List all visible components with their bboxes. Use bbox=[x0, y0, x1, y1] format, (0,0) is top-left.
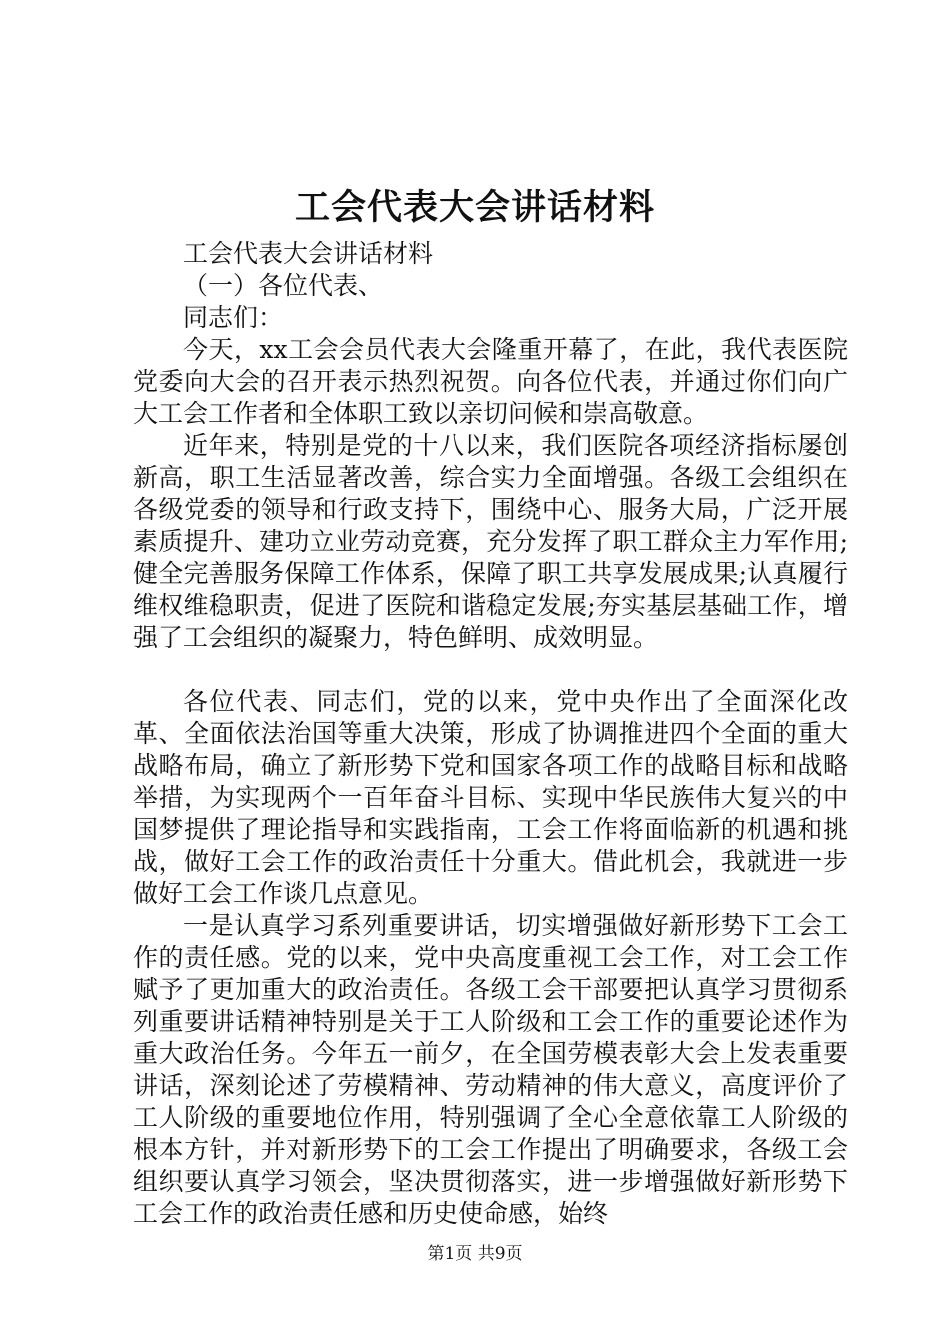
body-paragraph: 一是认真学习系列重要讲话，切实增强做好新形势下工会工作的责任感。党的以来，党中央高度重视工会工作，对工会工作赋予了更加重大的政治责任。各级工会干部要把认真学习贯彻系列重要讲话精神特别是关于工人阶级和工会工作的重要论述作为重大政治任务。今年五一前夕，在全国劳模表彰大会上发表重要讲话，深刻论述了劳模精神、劳动精神的伟大意义，高度评价了工人阶级的重要地位作用，特别强调了全心全意依靠工人阶级的根本方针，并对新形势下的工会工作提出了明确要求，各级工会组织要认真学习领会，坚决贯彻落实，进一步增强做好新形势下工会工作的政治责任感和历史使命感，始终 bbox=[133, 911, 848, 1228]
document-body bbox=[133, 238, 848, 1230]
body-paragraph: 近年来，特别是党的十八以来，我们医院各项经济指标屡创新高，职工生活显著改善，综合实力全面增强。各级工会组织在各级党委的领导和行政支持下，围绕中心、服务大局，广泛开展素质提升、建功立业劳动竞赛，充分发挥了职工群众主力军作用;健全完善服务保障工作体系，保障了职工共享发展成果;认真履行维权维稳职责，促进了医院和谐稳定发展;夯实基层基础工作，增强了工会组织的凝聚力，特色鲜明、成效明显。 bbox=[133, 431, 848, 652]
body-paragraph: 今天，xx工会会员代表大会隆重开幕了，在此，我代表医院党委向大会的召开表示热烈祝贺。向各位代表，并通过你们向广大工会工作者和全体职工致以亲切问候和崇高敬意。 bbox=[133, 335, 848, 428]
document-title: 工会代表大会讲话材料 bbox=[294, 187, 655, 228]
subtitle-paragraph: 工会代表大会讲话材料 bbox=[183, 239, 434, 268]
page-number-footer: 第1页 共9页 bbox=[427, 1244, 523, 1264]
salutation-line-1: （一）各位代表、 bbox=[183, 271, 384, 300]
salutation-line-2: 同志们： bbox=[183, 303, 284, 332]
body-paragraph: 各位代表、同志们，党的以来，党中央作出了全面深化改革、全面依法治国等重大决策，形成了协调推进四个全面的重大战略布局，确立了新形势下党和国家各项工作的战略目标和战略举措，为实现两个一百年奋斗目标、实现中华民族伟大复兴的中国梦提供了理论指导和实践指南，工会工作将面临新的机遇和挑战，做好工会工作的政治责任十分重大。借此机会，我就进一步做好工会工作谈几点意见。 bbox=[133, 687, 848, 908]
